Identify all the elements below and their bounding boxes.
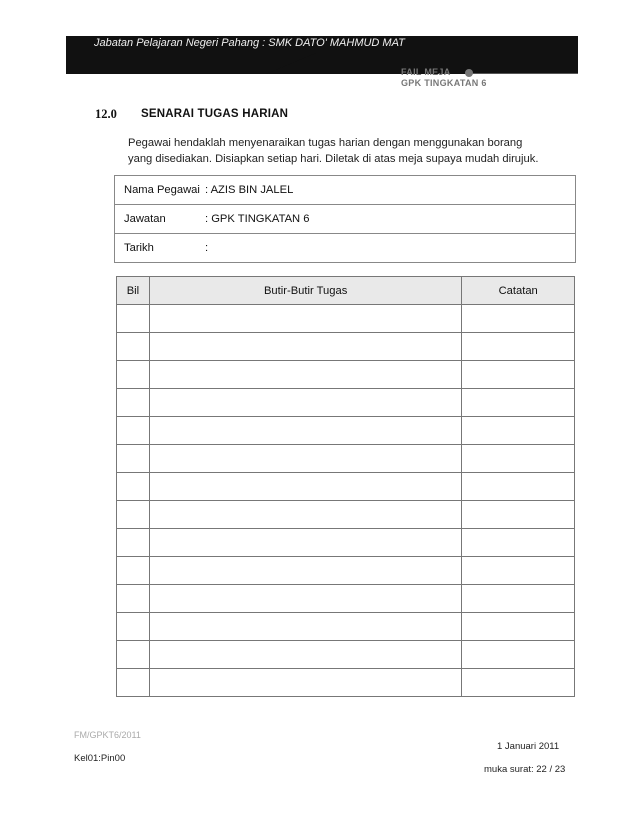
intro-line-1: Pegawai hendaklah menyenaraikan tugas harian dengan menggunakan borang <box>128 137 523 149</box>
table-row <box>117 669 575 697</box>
notes-cell[interactable] <box>462 389 575 417</box>
info-label: Jawatan <box>124 213 166 225</box>
task-cell[interactable] <box>149 529 461 557</box>
number-cell[interactable] <box>117 529 150 557</box>
info-row-name <box>115 176 575 205</box>
number-cell[interactable] <box>117 557 150 585</box>
table-row <box>117 305 575 333</box>
footer-date: 1 Januari 2011 <box>497 741 560 752</box>
table-row <box>117 417 575 445</box>
table-row <box>117 641 575 669</box>
section-intro <box>128 136 588 167</box>
number-cell[interactable] <box>117 445 150 473</box>
notes-cell[interactable] <box>462 641 575 669</box>
file-label-line2: GPK TINGKATAN 6 <box>401 78 487 88</box>
info-label: Nama Pegawai <box>124 184 200 196</box>
table-row <box>117 389 575 417</box>
header-title: Jabatan Pelajaran Negeri Pahang : SMK DATO' MAHMUD MAT <box>94 37 405 49</box>
number-cell[interactable] <box>117 473 150 501</box>
officer-info-box <box>114 175 576 263</box>
task-cell[interactable] <box>149 305 461 333</box>
number-cell[interactable] <box>117 501 150 529</box>
table-row <box>117 585 575 613</box>
info-value: : GPK TINGKATAN 6 <box>205 213 310 225</box>
table-row <box>117 361 575 389</box>
task-cell[interactable] <box>149 585 461 613</box>
number-cell[interactable] <box>117 361 150 389</box>
table-row <box>117 557 575 585</box>
notes-cell[interactable] <box>462 445 575 473</box>
notes-cell[interactable] <box>462 417 575 445</box>
number-cell[interactable] <box>117 641 150 669</box>
footer-page-number: muka surat: 22 / 23 <box>484 764 566 775</box>
task-cell[interactable] <box>149 613 461 641</box>
file-label <box>401 67 487 89</box>
info-row-date <box>115 234 575 262</box>
table-row <box>117 501 575 529</box>
task-cell[interactable] <box>149 501 461 529</box>
task-cell[interactable] <box>149 557 461 585</box>
number-cell[interactable] <box>117 389 150 417</box>
col-header-notes: Catatan <box>462 277 575 305</box>
number-cell[interactable] <box>117 669 150 697</box>
header-wedge-shape <box>66 53 316 75</box>
number-cell[interactable] <box>117 585 150 613</box>
number-cell[interactable] <box>117 305 150 333</box>
info-label: Tarikh <box>124 242 154 254</box>
col-header-number: Bil <box>117 277 150 305</box>
info-value: : <box>205 242 209 254</box>
number-cell[interactable] <box>117 333 150 361</box>
task-cell[interactable] <box>149 473 461 501</box>
section-title: SENARAI TUGAS HARIAN <box>141 108 289 120</box>
footer-revision: Kel01:Pin00 <box>74 753 126 764</box>
notes-cell[interactable] <box>462 557 575 585</box>
intro-line-2: yang disediakan. Disiapkan setiap hari. Diletak di atas meja supaya mudah dirujuk. <box>128 152 539 165</box>
notes-cell[interactable] <box>462 529 575 557</box>
notes-cell[interactable] <box>462 333 575 361</box>
table-row <box>117 473 575 501</box>
col-header-task-details: Butir-Butir Tugas <box>149 277 461 305</box>
table-body <box>117 305 575 697</box>
section-number: 12.0 <box>95 107 117 121</box>
task-cell[interactable] <box>149 389 461 417</box>
table-row <box>117 333 575 361</box>
number-cell[interactable] <box>117 417 150 445</box>
table-row <box>117 445 575 473</box>
task-cell[interactable] <box>149 333 461 361</box>
daily-task-table <box>116 276 575 697</box>
task-cell[interactable] <box>149 641 461 669</box>
task-cell[interactable] <box>149 361 461 389</box>
notes-cell[interactable] <box>462 585 575 613</box>
notes-cell[interactable] <box>462 501 575 529</box>
info-value: : AZIS BIN JALEL <box>205 184 294 196</box>
info-row-position <box>115 205 575 234</box>
notes-cell[interactable] <box>462 613 575 641</box>
footer-form-code: FM/GPKT6/2011 <box>74 730 141 740</box>
task-cell[interactable] <box>149 669 461 697</box>
file-label-line1: FAIL MEJA <box>401 67 451 77</box>
task-cell[interactable] <box>149 445 461 473</box>
notes-cell[interactable] <box>462 361 575 389</box>
notes-cell[interactable] <box>462 669 575 697</box>
table-header-row <box>117 277 575 305</box>
number-cell[interactable] <box>117 613 150 641</box>
task-cell[interactable] <box>149 417 461 445</box>
notes-cell[interactable] <box>462 473 575 501</box>
table-row <box>117 613 575 641</box>
table-row <box>117 529 575 557</box>
notes-cell[interactable] <box>462 305 575 333</box>
